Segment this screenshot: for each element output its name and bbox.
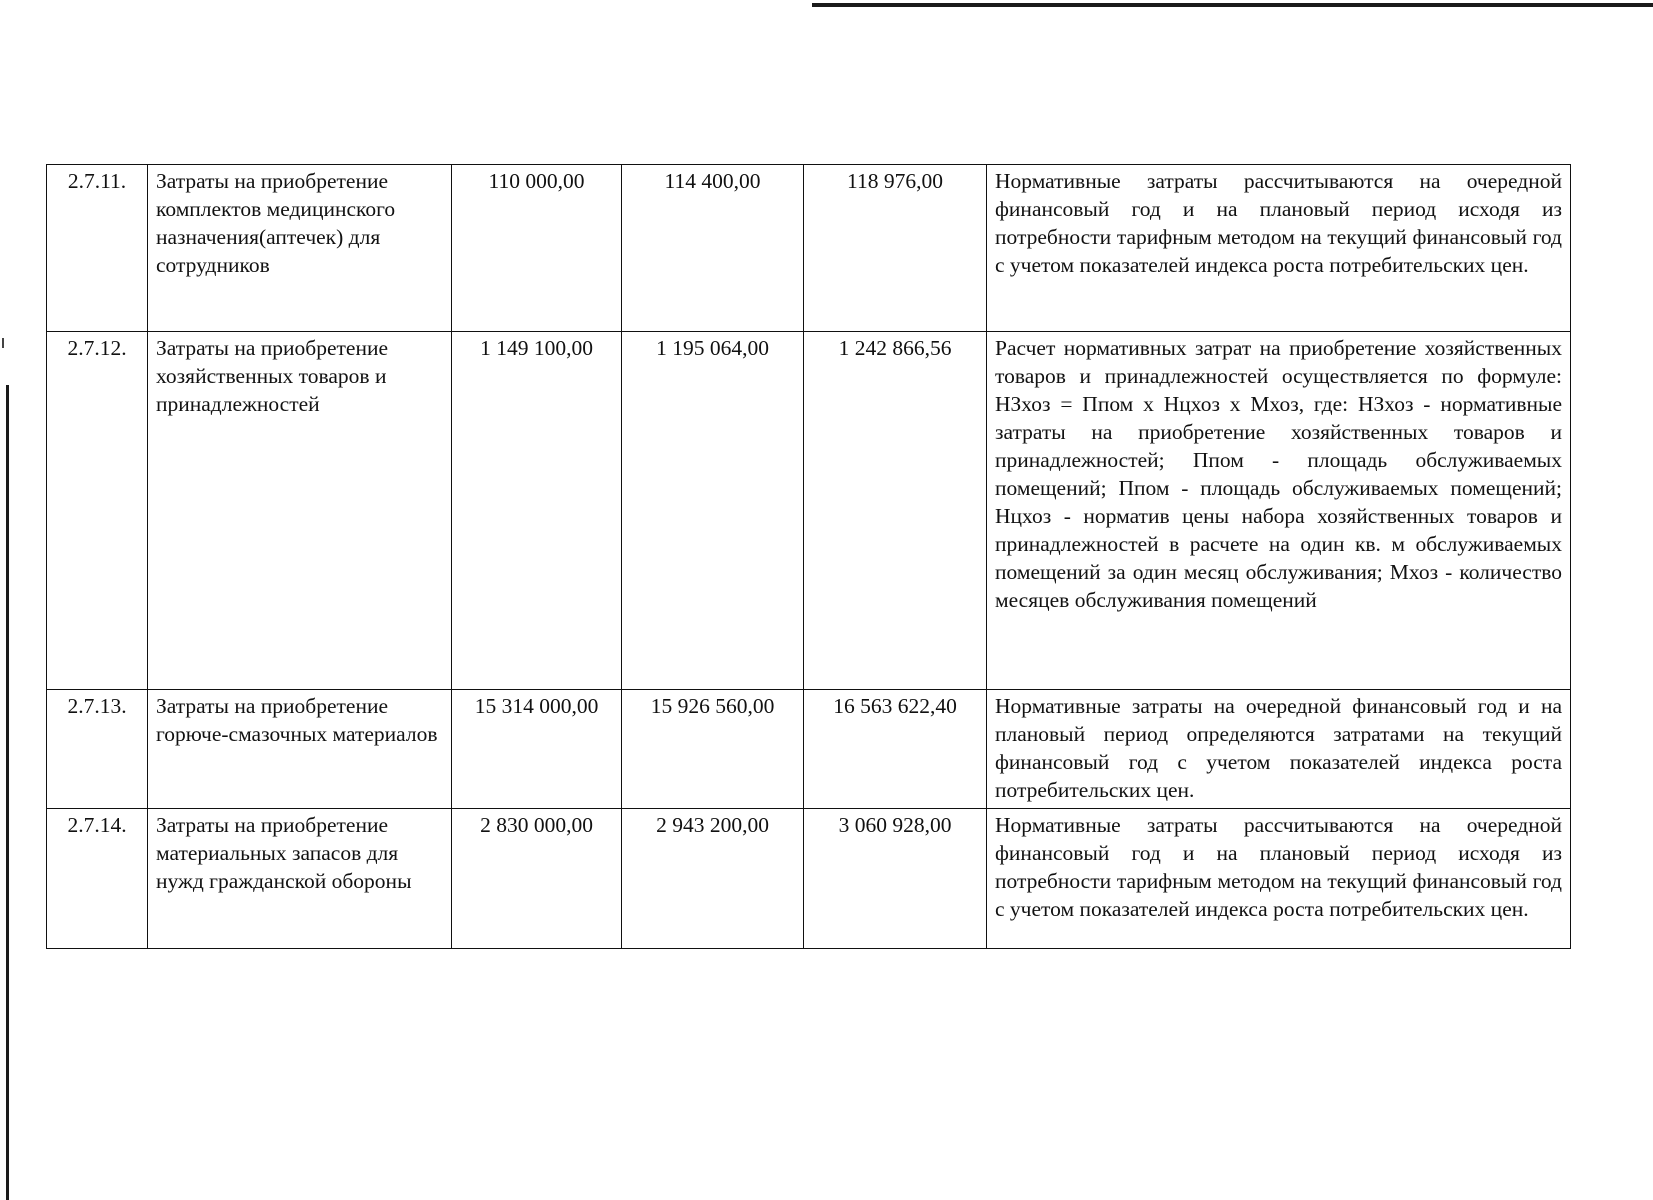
expense-table	[46, 164, 1571, 949]
row-description: Нормативные затраты на очередной финансовый год и на плановый период определяются затратами на текущий финансовый год с учетом показателей индекса роста потребительских цен.	[987, 690, 1571, 809]
row-amount-year3: 118 976,00	[804, 165, 987, 332]
row-amount-year2: 15 926 560,00	[622, 690, 804, 809]
row-name: Затраты на приобретение хозяйственных товаров и принадлежностей	[148, 332, 452, 690]
row-name: Затраты на приобретение материальных запасов для нужд гражданской обороны	[148, 809, 452, 949]
row-amount-year1: 1 149 100,00	[452, 332, 622, 690]
row-name: Затраты на приобретение горюче-смазочных материалов	[148, 690, 452, 809]
row-code: 2.7.14.	[47, 809, 148, 949]
table-row	[47, 165, 1571, 332]
row-amount-year3: 16 563 622,40	[804, 690, 987, 809]
table-row	[47, 332, 1571, 690]
row-code: 2.7.12.	[47, 332, 148, 690]
row-amount-year3: 1 242 866,56	[804, 332, 987, 690]
row-description: Нормативные затраты рассчитываются на очередной финансовый год и на плановый период исходя из потребности тарифным методом на текущий финансовый год с учетом показателей индекса роста потребительских цен.	[987, 809, 1571, 949]
row-amount-year2: 2 943 200,00	[622, 809, 804, 949]
row-code: 2.7.11.	[47, 165, 148, 332]
row-description: Расчет нормативных затрат на приобретение хозяйственных товаров и принадлежностей осуществляется по формуле: НЗхоз = Ппом х Нцхоз х Мхоз, где: НЗхоз - нормативные затраты на приобретение хозяйственных товаров и принадлежностей; Ппом - площадь обслуживаемых помещений; Ппом - площадь обслуживаемых помещений; Нцхоз - норматив цены набора хозяйственных товаров и принадлежностей в расчете на один кв. м обслуживаемых помещений за один месяц обслуживания; Мхоз - количество месяцев обслуживания помещений	[987, 332, 1571, 690]
table-row	[47, 809, 1571, 949]
scan-border-left	[6, 385, 9, 1200]
table-row	[47, 690, 1571, 809]
row-description: Нормативные затраты рассчитываются на очередной финансовый год и на плановый период исходя из потребности тарифным методом на текущий финансовый год с учетом показателей индекса роста потребительских цен.	[987, 165, 1571, 332]
row-amount-year2: 1 195 064,00	[622, 332, 804, 690]
scan-border-top	[812, 3, 1653, 7]
row-amount-year1: 110 000,00	[452, 165, 622, 332]
row-amount-year1: 15 314 000,00	[452, 690, 622, 809]
row-code: 2.7.13.	[47, 690, 148, 809]
row-amount-year1: 2 830 000,00	[452, 809, 622, 949]
row-name: Затраты на приобретение комплектов медицинского назначения(аптечек) для сотрудников	[148, 165, 452, 332]
row-amount-year3: 3 060 928,00	[804, 809, 987, 949]
row-amount-year2: 114 400,00	[622, 165, 804, 332]
scan-mark	[2, 338, 4, 348]
